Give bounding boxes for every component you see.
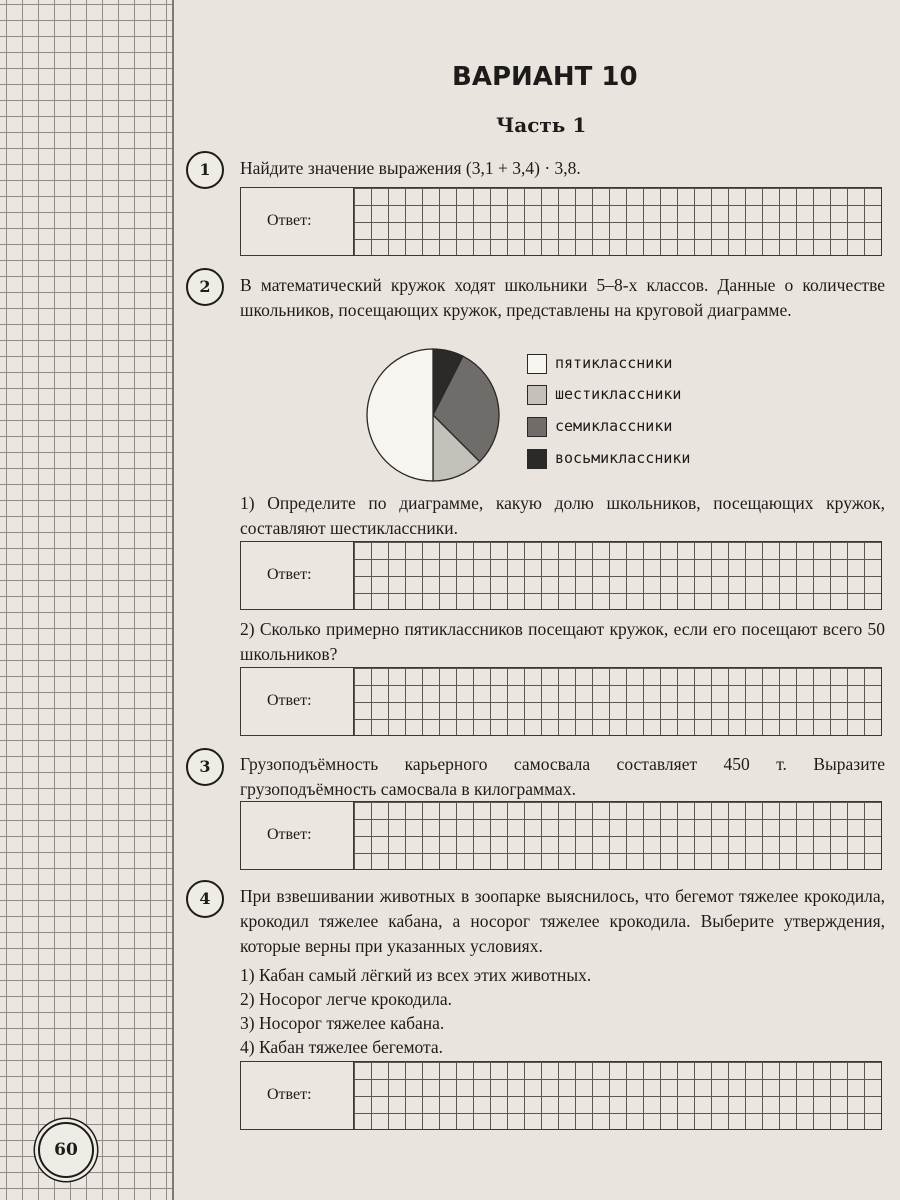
option-2: 2) Носорог легче крокодила. xyxy=(240,989,452,1009)
legend-swatch-grade7 xyxy=(527,417,547,437)
question-2-sub2: 2) Сколько примерно пятиклассников посещают кружок, если его посещают всего 50 школьников? xyxy=(240,619,885,664)
question-2-sub1: 1) Определите по диаграмме, какую долю школьников, посещающих кружок, составляют шестиклассники. xyxy=(240,493,885,538)
answer-box-4[interactable] xyxy=(240,1061,882,1130)
answer-label: Ответ: xyxy=(267,826,312,843)
answer-grid-3[interactable] xyxy=(353,802,881,869)
legend-label-grade6: шестиклассники xyxy=(555,385,682,403)
option-3: 3) Носорог тяжелее кабана. xyxy=(240,1013,445,1033)
option-4: 4) Кабан тяжелее бегемота. xyxy=(240,1037,444,1057)
answer-label: Ответ: xyxy=(267,566,312,583)
question-2-text: В математический кружок ходят школьники 5–8-х классов. Данные о количестве школьников, посещающих кружок, представлены на круговой диаграмме. xyxy=(240,275,885,320)
answer-box-2-1[interactable] xyxy=(240,541,882,610)
answer-box-1[interactable] xyxy=(240,187,882,256)
question-number-4: 4 xyxy=(186,880,224,918)
answer-grid-1[interactable] xyxy=(353,188,881,255)
answer-grid-4[interactable] xyxy=(353,1062,881,1129)
question-1-text: Найдите значение выражения (3,1 + 3,4) · 3,8. xyxy=(240,158,581,178)
option-1: 1) Кабан самый лёгкий из всех этих животных. xyxy=(240,965,592,985)
slice-grade5 xyxy=(367,349,433,481)
answer-label: Ответ: xyxy=(267,212,312,229)
legend-swatch-grade5 xyxy=(527,354,547,374)
variant-title: ВАРИАНТ 10 xyxy=(452,62,638,92)
question-4-text: При взвешивании животных в зоопарке выяснилось, что бегемот тяжелее крокодила, крокодил тяжелее кабана, а носорог тяжелее крокодила. Выберите утверждения, которые верны при указанных условиях. xyxy=(240,886,885,956)
answer-label: Ответ: xyxy=(267,1086,312,1103)
answer-grid-2-1[interactable] xyxy=(353,542,881,609)
answer-grid-2-2[interactable] xyxy=(353,668,881,735)
answer-label: Ответ: xyxy=(267,692,312,709)
pie-chart xyxy=(360,345,510,485)
legend-label-grade8: восьмиклассники xyxy=(555,449,691,467)
answer-box-3[interactable] xyxy=(240,801,882,870)
part-title: Часть 1 xyxy=(496,113,587,137)
legend-swatch-grade6 xyxy=(527,385,547,405)
answer-box-2-2[interactable] xyxy=(240,667,882,736)
legend-label-grade5: пятиклассники xyxy=(555,354,673,372)
legend-swatch-grade8 xyxy=(527,449,547,469)
question-3-text: Грузоподъёмность карьерного самосвала составляет 450 т. Выразите грузоподъёмность самосвала в килограммах. xyxy=(240,754,885,799)
graph-paper-margin xyxy=(0,0,174,1200)
question-number-2: 2 xyxy=(186,268,224,306)
question-number-3: 3 xyxy=(186,748,224,786)
question-number-1: 1 xyxy=(186,151,224,189)
page-number: 60 xyxy=(38,1122,94,1178)
legend-label-grade7: семиклассники xyxy=(555,417,673,435)
